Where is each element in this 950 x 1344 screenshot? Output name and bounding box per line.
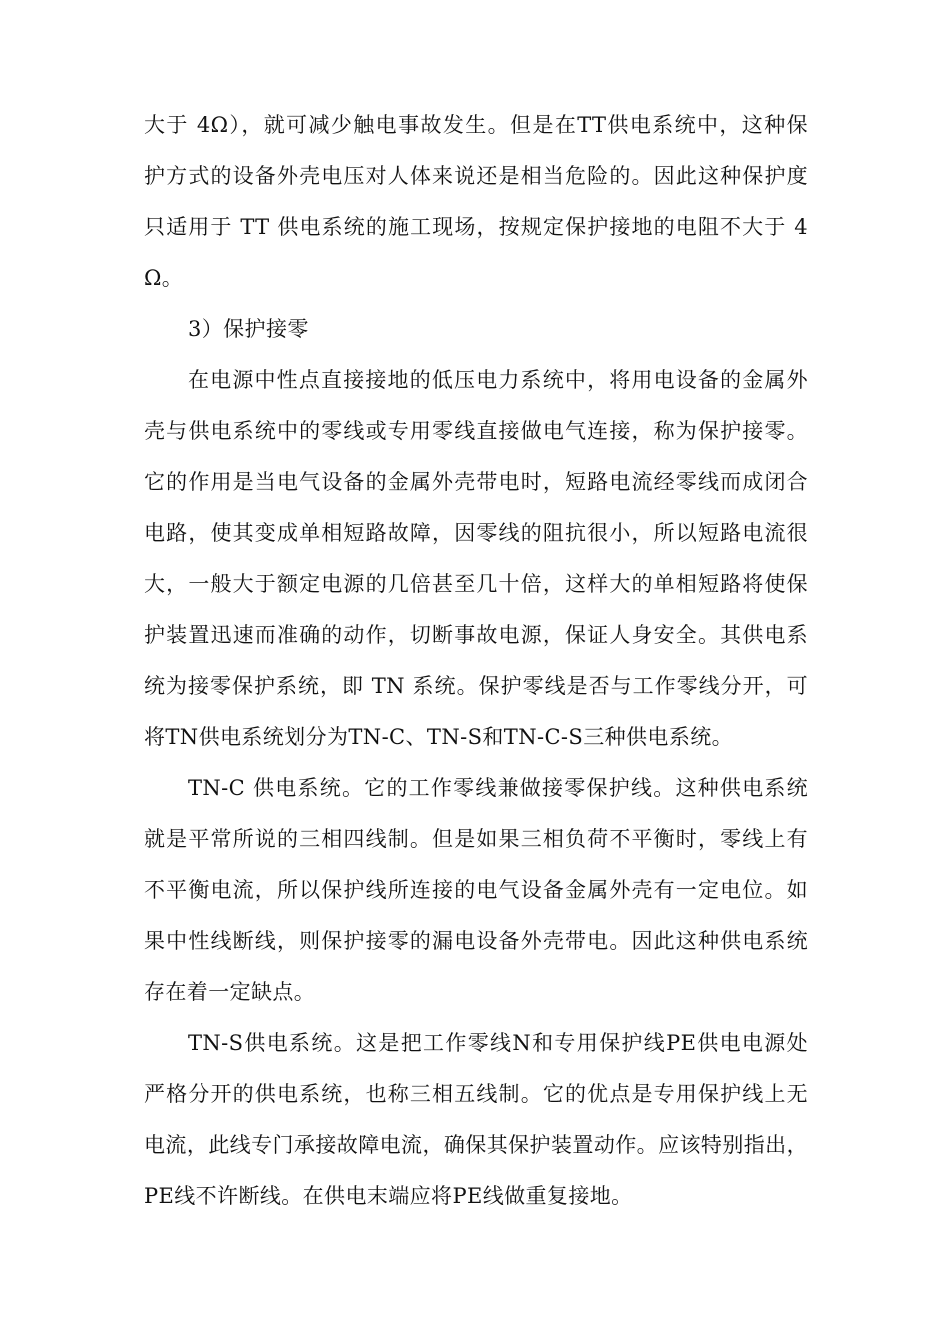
text-line: TN-S供电系统。这是把工作零线N和专用保护线PE供电电源处 xyxy=(188,1031,808,1055)
text-line: 统为接零保护系统，即 TN 系统。保护零线是否与工作零线分开，可 xyxy=(144,674,808,698)
text-line: 只适用于 TT 供电系统的施工现场，按规定保护接地的电阻不大于 4 xyxy=(144,215,808,239)
text-line: Ω。 xyxy=(144,266,184,290)
text-line: 护方式的设备外壳电压对人体来说还是相当危险的。因此这种保护度 xyxy=(144,164,808,188)
paragraph-protective-neutral xyxy=(144,355,808,763)
text-line: 就是平常所说的三相四线制。但是如果三相负荷不平衡时，零线上有 xyxy=(144,827,808,851)
paragraph-tn-c xyxy=(144,763,808,1018)
text-line: 不平衡电流，所以保护线所连接的电气设备金属外壳有一定电位。如 xyxy=(144,878,808,902)
text-line: 严格分开的供电系统，也称三相五线制。它的优点是专用保护线上无 xyxy=(144,1082,808,1106)
text-line: 电路，使其变成单相短路故障，因零线的阻抗很小，所以短路电流很 xyxy=(144,521,808,545)
document-page xyxy=(144,100,808,1222)
text-line: 大于 4Ω），就可减少触电事故发生。但是在TT供电系统中，这种保 xyxy=(144,113,808,137)
text-line: 果中性线断线，则保护接零的漏电设备外壳带电。因此这种供电系统 xyxy=(144,929,808,953)
text-line: 在电源中性点直接接地的低压电力系统中，将用电设备的金属外 xyxy=(188,368,808,392)
text-line: 护装置迅速而准确的动作，切断事故电源，保证人身安全。其供电系 xyxy=(144,623,808,647)
text-line: 将TN供电系统划分为TN-C、TN-S和TN-C-S三种供电系统。 xyxy=(144,725,734,749)
text-line: 存在着一定缺点。 xyxy=(144,980,316,1004)
paragraph-tn-s xyxy=(144,1018,808,1222)
text-line: 大，一般大于额定电源的几倍甚至几十倍，这样大的单相短路将使保 xyxy=(144,572,808,596)
paragraph-continuation xyxy=(144,100,808,304)
text-line: 电流，此线专门承接故障电流，确保其保护装置动作。应该特别指出， xyxy=(144,1133,808,1157)
text-line: TN-C 供电系统。它的工作零线兼做接零保护线。这种供电系统 xyxy=(188,776,808,800)
text-line: PE线不许断线。在供电末端应将PE线做重复接地。 xyxy=(144,1184,633,1208)
text-line: 壳与供电系统中的零线或专用零线直接做电气连接，称为保护接零。 xyxy=(144,419,808,443)
text-line: 它的作用是当电气设备的金属外壳带电时，短路电流经零线而成闭合 xyxy=(144,470,808,494)
section-heading xyxy=(144,304,808,355)
heading-protective-neutral: 3）保护接零 xyxy=(188,317,309,341)
